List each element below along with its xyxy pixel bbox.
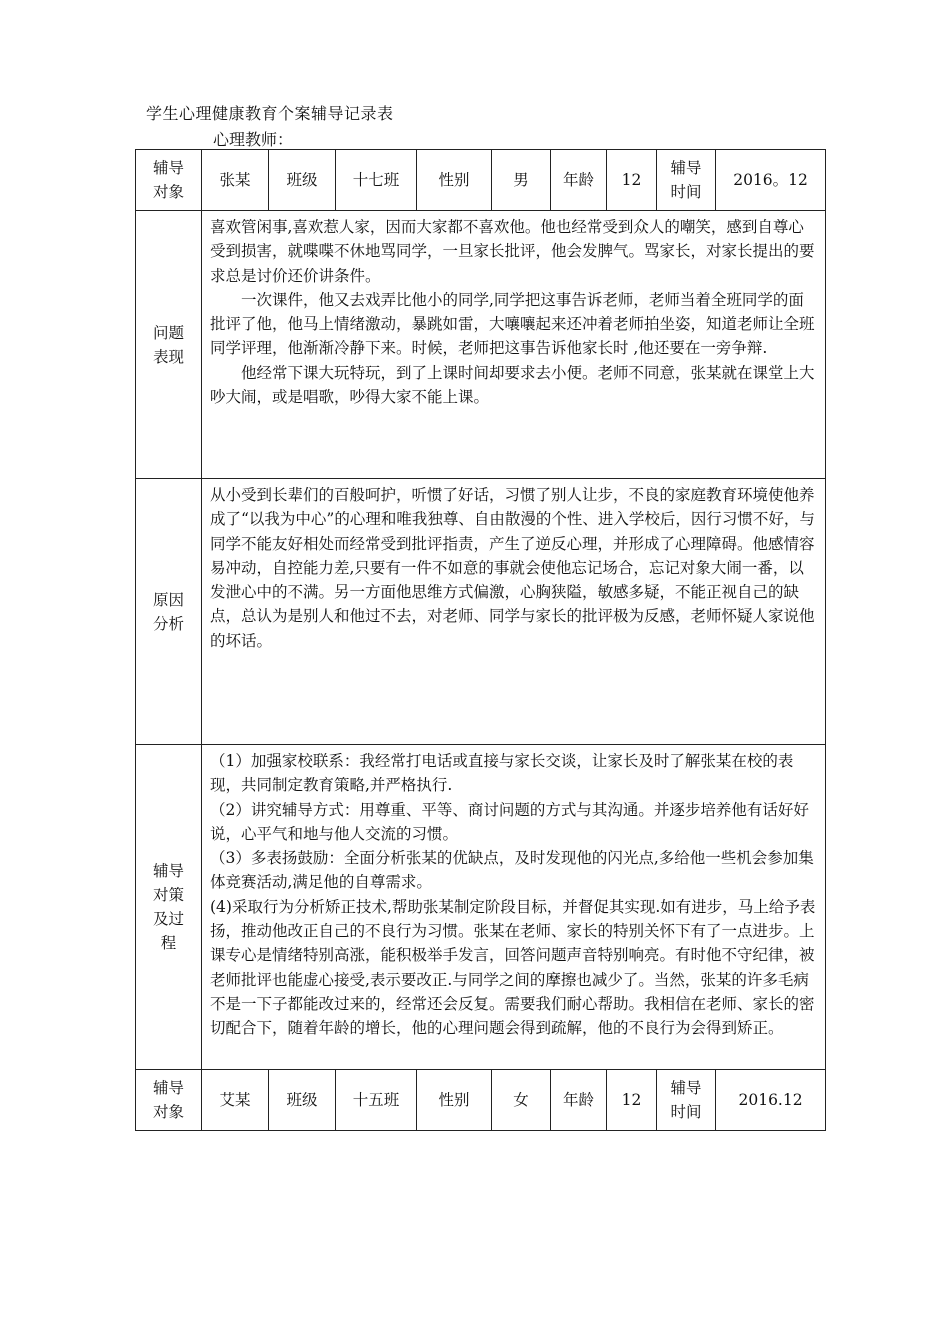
case2-gender: 女: [492, 1070, 551, 1131]
case2-time: 2016.12: [716, 1070, 826, 1131]
case1-gender: 男: [492, 150, 551, 211]
case1-time-label: 辅导时间: [657, 150, 716, 211]
case1-target-label: 辅导对象: [136, 150, 202, 211]
problem-paragraph: 他经常下课大玩特玩，到了上课时间却要求去小便。老师不同意，张某就在课堂上大吵大闹，或是唱歌，吵得大家不能上课。: [210, 363, 815, 407]
case1-process-label: 辅导对策及过程: [136, 745, 202, 1070]
case1-time: 2016。12: [716, 150, 826, 211]
problem-paragraph: 一次课件，他又去戏弄比他小的同学,同学把这事告诉老师，老师当着全班同学的面批评了他，他马上情绪激动，暴跳如雷，大嚷嚷起来还冲着老师拍坐姿，知道老师让全班同学评理，他渐渐冷静下来。时候，老师把这事告诉他家长时 ,他还要在一旁争辩.: [210, 290, 815, 358]
case1-problem-label: 问题表现: [136, 211, 202, 479]
process-item: (4)采取行为分析矫正技术,帮助张某制定阶段目标，并督促其实现.如有进步，马上给予表扬，推动他改正自己的不良行为习惯。张某在老师、家长的特别关怀下有了一点进步。上课专心是情绪特别高涨，能积极举手发言，回答问题声音特别响亮。有时他不守纪律，被老师批评也能虚心接受,表示要改正.与同学之间的摩擦也减少了。当然，张某的许多毛病不是一下子都能改过来的，经常还会反复。需要我们耐心帮助。我相信在老师、家长的密切配合下，随着年龄的增长，他的心理问题会得到疏解，他的不良行为会得到矫正。: [210, 897, 816, 1038]
record-table: [135, 149, 826, 1131]
case1-cause-row: [136, 479, 826, 745]
problem-paragraph: 喜欢管闲事,喜欢惹人家，因而大家都不喜欢他。他也经常受到众人的嘲笑，感到自尊心受到损害，就喋喋不休地骂同学，一旦家长批评，他会发脾气。骂家长，对家长提出的要求总是讨价还价讲条件。: [210, 218, 815, 285]
case2-info-row: [136, 1070, 826, 1131]
case1-cause-content: 从小受到长辈们的百般呵护，听惯了好话，习惯了别人让步，不良的家庭教育环境使他养成了“以我为中心”的心理和唯我独尊、自由散漫的个性、进入学校后，因行习惯不好，与同学不能友好相处而经常受到批评指责，产生了逆反心理，并形成了心理障碍。他感情容易冲动，自控能力差,只要有一件不如意的事就会使他忘记场合，忘记对象大闹一番，以发泄心中的不满。另一方面他思维方式偏激，心胸狭隘，敏感多疑，不能正视自己的缺点，总认为是别人和他过不去，对老师、同学与家长的批评极为反感，老师怀疑人家说他的坏话。: [202, 479, 826, 745]
process-item: （2）讲究辅导方式：用尊重、平等、商讨问题的方式与其沟通。并逐步培养他有话好好说，心平气和地与他人交流的习惯。: [210, 800, 809, 843]
process-item: （3）多表扬鼓励：全面分析张某的优缺点，及时发现他的闪光点,多给他一些机会参加集体竞赛活动,满足他的自尊需求。: [210, 849, 814, 892]
case1-info-row: [136, 150, 826, 211]
case1-age: 12: [607, 150, 657, 211]
case2-age-label: 年龄: [551, 1070, 607, 1131]
case2-age: 12: [607, 1070, 657, 1131]
case1-class-label: 班级: [269, 150, 336, 211]
case2-class: 十五班: [336, 1070, 417, 1131]
case1-problem-row: [136, 211, 826, 479]
case2-time-label: 辅导时间: [657, 1070, 716, 1131]
teacher-label: 心理教师：: [213, 130, 294, 149]
case2-class-label: 班级: [269, 1070, 336, 1131]
case1-process-row: [136, 745, 826, 1070]
case2-target-label: 辅导对象: [136, 1070, 202, 1131]
case2-name: 艾某: [202, 1070, 269, 1131]
case1-name: 张某: [202, 150, 269, 211]
process-item: （1）加强家校联系：我经常打电话或直接与家长交谈，让家长及时了解张某在校的表现，共同制定教育策略,并严格执行.: [210, 752, 794, 795]
case1-class: 十七班: [336, 150, 417, 211]
page-title: 学生心理健康教育个案辅导记录表: [146, 104, 394, 123]
case2-gender-label: 性别: [417, 1070, 492, 1131]
case1-age-label: 年龄: [551, 150, 607, 211]
case1-process-content: [202, 745, 826, 1070]
case1-gender-label: 性别: [417, 150, 492, 211]
case1-problem-content: [202, 211, 826, 479]
case1-cause-label: 原因分析: [136, 479, 202, 745]
